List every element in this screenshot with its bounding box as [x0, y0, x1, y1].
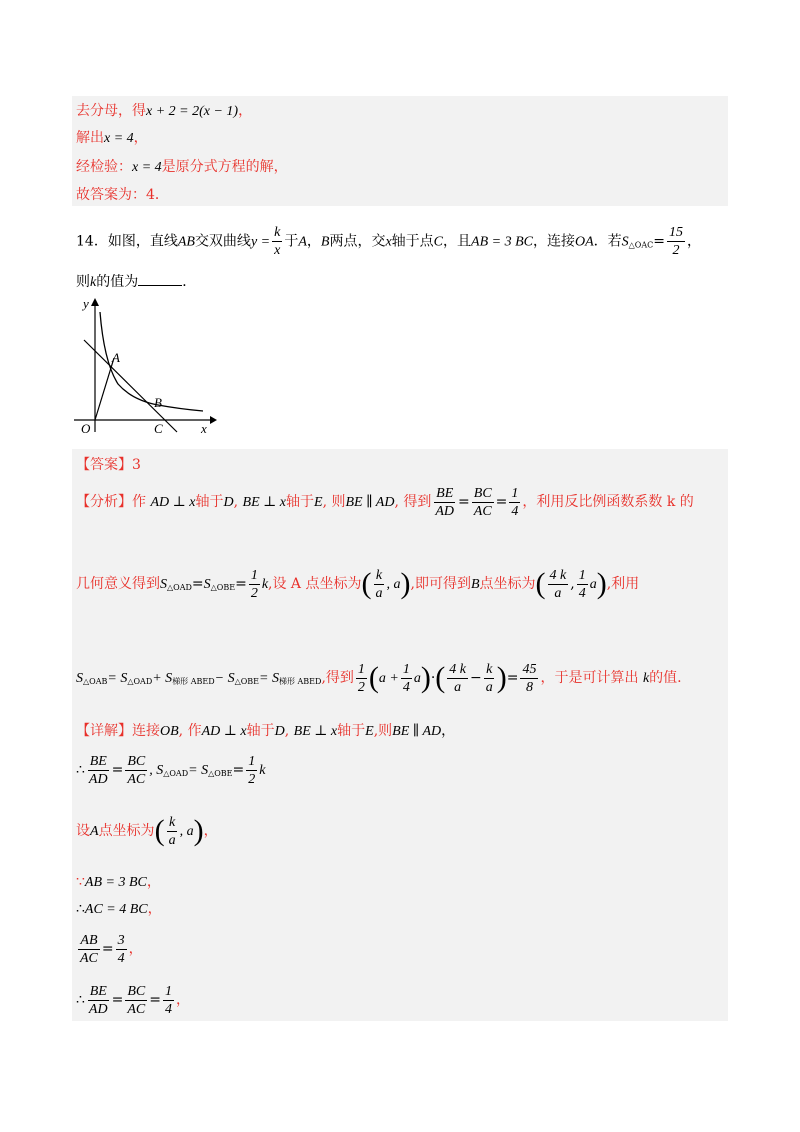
detail-line-1: 【详解】连接OB, 作AD ⊥ x轴于D, BE ⊥ x轴于E,则BE ∥ AD，: [76, 723, 456, 739]
question-line-2: 则k的值为 ．: [76, 271, 196, 293]
label-c: C: [154, 421, 163, 436]
analysis-line-1: 【分析】作 AD ⊥ x轴于D, BE ⊥ x轴于E, 则BE ∥ AD, 得到 $\frac{BE}{AD}$ = $\frac{BC}{AC}$ = $\frac{1}{4}$ ，利用反比例函数系数 k 的: [76, 485, 694, 519]
detail-tag: 【详解】: [76, 723, 132, 739]
detail-line-4: ∵AB = 3 BC，: [76, 874, 161, 890]
detail-line-5: ∴AC = 4 BC，: [76, 901, 162, 917]
y-axis-arrow: [91, 298, 99, 306]
equation: x + 2 = 2(x − 1): [146, 104, 239, 119]
segment-oa: [95, 358, 114, 420]
answer-tag: 【答案】: [76, 457, 132, 473]
x-axis-arrow: [210, 416, 217, 424]
solution-line-3: 经检验：x = 4是原分式方程的解，: [76, 159, 288, 175]
question-line-1: 14．如图，直线AB交双曲线y = $\frac{k}{x}$ 于A，B两点，交x轴于点C，且AB = 3 BC，连接OA．若$S_{\triangle OAC}=$ $\frac{15}{2}$ ，: [76, 225, 701, 258]
detail-line-6: $\frac{AB}{AC}$ = $\frac{3}{4}$ ，: [80, 932, 143, 966]
solution-line-1: 去分母，得x + 2 = 2(x − 1)，: [76, 103, 253, 119]
line-ab: [84, 340, 177, 432]
solution-line-4: 故答案为：4．: [76, 187, 169, 203]
question-number: 14．: [76, 233, 108, 250]
answer-line: [76, 455, 141, 475]
hyperbola-figure: [70, 292, 220, 442]
label-a: A: [112, 350, 120, 365]
label-o: O: [81, 421, 91, 436]
answer-value: 3: [132, 457, 141, 473]
analysis-tag: 【分析】: [76, 494, 132, 510]
analysis-line-2: 几何意义得到$S_{\triangle OAD}=S_{\triangle OBE}=$ $\frac{1}{2}$ k,设 A 点坐标为( $\frac{k}{a}$ , a),即可得到B点坐标为( $\frac{4 k}{a}$ , $\frac{1}{4}$ a),利用: [76, 567, 640, 601]
answer-blank: [138, 271, 182, 286]
solution-line-2: 解出x = 4，: [76, 130, 148, 146]
label-x: x: [201, 421, 207, 436]
detail-line-2: ∴ $\frac{BE}{AD}$ = $\frac{BC}{AC}$ , $S_{\triangle OAD}= S_{\triangle OBE}=$ $\frac{1}{2}$ k: [76, 753, 266, 787]
label-y: y: [83, 296, 89, 311]
detail-line-7: ∴ $\frac{BE}{AD}$ = $\frac{BC}{AC}$ = $\frac{1}{4}$ ，: [76, 983, 190, 1017]
fraction-15-over-2: $\frac{15}{2}$: [668, 225, 683, 258]
label-b: B: [154, 395, 162, 410]
fraction-k-over-x: $\frac{k}{x}$: [274, 225, 281, 258]
detail-line-3: 设A点坐标为( $\frac{k}{a}$ , a)，: [76, 814, 218, 848]
analysis-line-3: $S_{\triangle OAB}= S_{\triangle OAD}+ S_{梯形 ABED}- S_{\triangle OBE}= S_{梯形 ABED}$,得到 $\frac{1}{2}$ (a + $\frac{1}{4}$ a)·( $\frac{4 k}{a}$ − $\frac{k}{a}$ )= $\frac{45}{8}$ ，于是可计算出 k的值.: [76, 661, 682, 695]
